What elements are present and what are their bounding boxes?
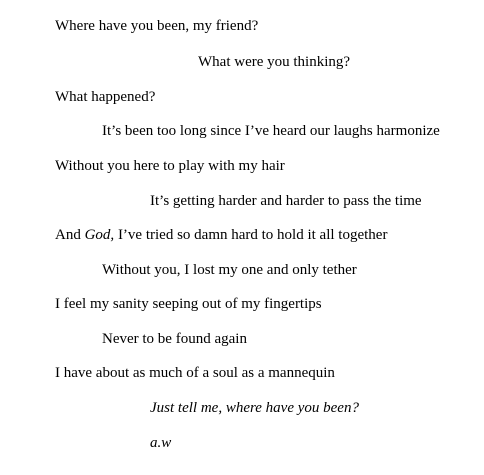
poem-line-4: It’s been too long since I’ve heard our laughs harmonize (102, 123, 440, 139)
poem-line-6: It’s getting harder and harder to pass the time (150, 193, 422, 209)
poem-line-10: Never to be found again (102, 331, 247, 347)
signature: a.w (150, 435, 172, 451)
poem-line-7-prefix: And (55, 227, 85, 243)
poem-line-12: Just tell me, where have you been? (150, 400, 359, 416)
poem-line-3: What happened? (55, 89, 156, 105)
poem-line-8: Without you, I lost my one and only tether (102, 262, 357, 278)
poem-line-7-emphasis: God, (84, 227, 115, 243)
poem-line-2: What were you thinking? (198, 54, 351, 70)
poem-line-5: Without you here to play with my hair (55, 158, 285, 174)
poem-line-7 (55, 226, 387, 244)
poem-line-9: I feel my sanity seeping out of my fingertips (55, 296, 322, 312)
poem-line-1: Where have you been, my friend? (55, 18, 259, 34)
poem-line-11: I have about as much of a soul as a mannequin (55, 365, 335, 381)
poem-line-7-rest: I’ve tried so damn hard to hold it all together (114, 227, 388, 243)
